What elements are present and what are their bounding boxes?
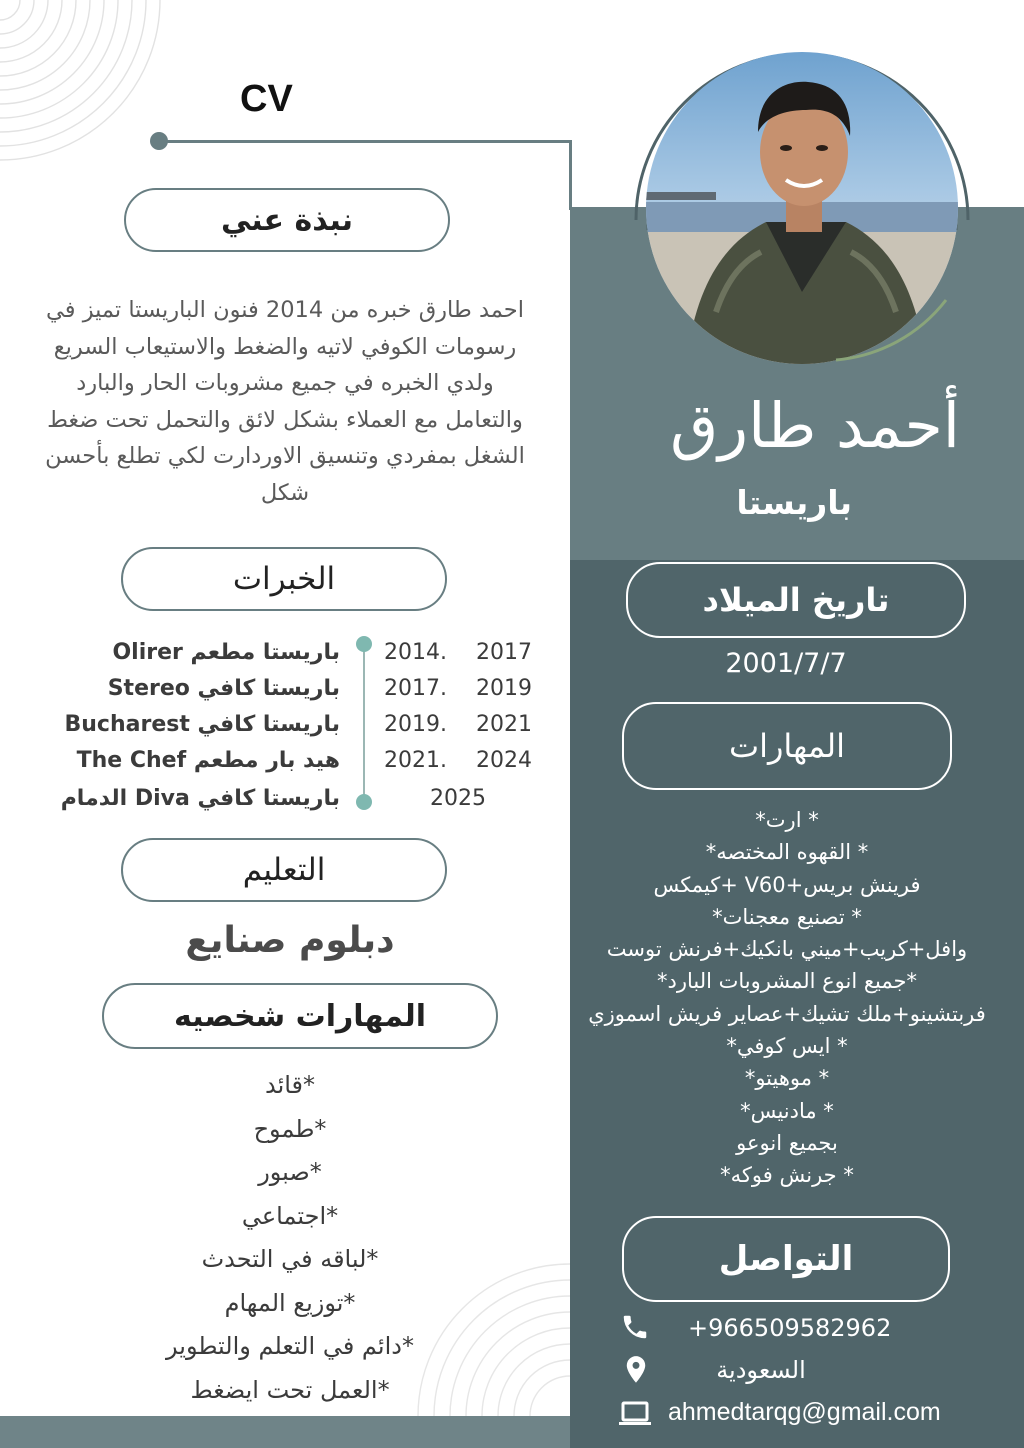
- experience-heading: الخبرات: [232, 561, 336, 597]
- education-heading: التعليم: [242, 852, 326, 888]
- photo-accent-arc: [646, 200, 958, 370]
- location-pin-icon: [622, 1355, 652, 1385]
- personal-skills-list: [100, 1064, 480, 1412]
- experience-role: باريستا كافي Bucharest: [64, 712, 340, 737]
- about-heading-pill: [124, 188, 450, 252]
- profile-name: أحمد طارق: [670, 389, 960, 462]
- personal-skill-item: *لباقه في التحدث: [201, 1245, 379, 1273]
- skill-item: *جميع انوع المشروبات البارد*: [656, 969, 918, 994]
- education-heading-pill: [121, 838, 447, 902]
- experience-to: 2024: [476, 748, 532, 773]
- experience-role: هيد بار مطعم The Chef: [76, 748, 340, 773]
- education-value: دبلوم صنايع: [185, 920, 395, 961]
- skill-item: * جرنش فوكه*: [720, 1163, 854, 1188]
- personal-skills-heading-pill: [102, 983, 498, 1049]
- contact-location: السعودية: [716, 1356, 806, 1384]
- about-text: احمد طارق خبره من 2014 فنون الباريستا تميز في رسومات الكوفي لاتيه والضغط والاستيعاب السريع ولدي الخبره في جميع مشروبات الحار والبارد والتعامل مع العملاء بشكل لائق والتحمل تحت ضغط الشغل بمفردي وتنسيق الاوردارت لكي تطلع بأحسن شكل: [45, 297, 525, 506]
- skill-item: * القهوه المختصه*: [705, 840, 869, 865]
- skill-item: * موهيتو*: [744, 1066, 830, 1091]
- skill-item: * ايس كوفي*: [726, 1034, 848, 1059]
- about-heading: نبذة عني: [220, 202, 354, 238]
- connector-dot: [150, 132, 168, 150]
- experience-item: [40, 640, 540, 676]
- experience-to: 2025: [430, 786, 486, 811]
- skill-item: * ارت*: [755, 808, 819, 832]
- experience-item: [40, 676, 540, 712]
- birth-heading-pill: [626, 562, 966, 638]
- experience-from: 2019.: [384, 712, 447, 737]
- personal-skill-item: *قائد: [264, 1071, 316, 1099]
- experience-heading-pill: [121, 547, 447, 611]
- personal-skills-heading: المهارات شخصيه: [174, 998, 426, 1034]
- personal-skill-item: *طموح: [253, 1114, 327, 1143]
- contact-email[interactable]: ahmedtarqg@gmail.com: [668, 1398, 941, 1426]
- experience-item: [40, 712, 540, 748]
- profile-job-title: باريستا: [736, 483, 852, 522]
- skill-item: فربتشينو+ملك تشيك+عصاير فريش اسموزي: [588, 1001, 986, 1026]
- cv-label: CV: [240, 78, 293, 120]
- experience-to: 2019: [476, 676, 532, 701]
- experience-item: [40, 748, 540, 784]
- experience-role: باريستا كافي Stereo: [107, 676, 340, 701]
- bottom-bar: [0, 1416, 570, 1448]
- experience-to: 2017: [476, 640, 532, 665]
- experience-from: 2017.: [384, 676, 447, 701]
- experience-to: 2021: [476, 712, 532, 737]
- personal-skill-item: *صبور: [258, 1158, 322, 1186]
- skills-list: [570, 804, 1004, 1192]
- skill-item: فرينش بريس+V60 +كيمكس: [653, 872, 921, 897]
- skill-item: بجميع انوعو: [736, 1130, 838, 1155]
- personal-skill-item: *العمل تحت ايضغط: [190, 1375, 390, 1404]
- phone-icon: [620, 1312, 650, 1342]
- skill-item: وافل+كريب+ميني بانكيك+فرنش توست: [606, 937, 968, 962]
- skills-heading-pill: [622, 702, 952, 790]
- contact-phone[interactable]: +966509582962: [688, 1314, 892, 1342]
- experience-from: 2021.: [384, 748, 447, 773]
- personal-skill-item: *توزيع المهام: [224, 1288, 356, 1317]
- connector-line-vertical: [569, 140, 572, 210]
- experience-from: 2014.: [384, 640, 447, 665]
- birth-date: 2001/7/7: [725, 648, 847, 679]
- experience-role: باريستا مطعم Olirer: [112, 640, 340, 665]
- decorative-arcs-top: [0, 0, 170, 175]
- skills-heading: المهارات: [728, 727, 846, 765]
- skill-item: * مادنيس*: [740, 1098, 834, 1123]
- contact-heading: التواصل: [718, 1239, 854, 1279]
- personal-skill-item: *اجتماعي: [241, 1201, 339, 1230]
- experience-role: باريستا كافي Diva الدمام: [60, 786, 340, 811]
- personal-skill-item: *دائم في التعلم والتطوير: [166, 1332, 414, 1360]
- contact-heading-pill: [622, 1216, 950, 1302]
- experience-item: [40, 786, 540, 822]
- connector-line-horizontal: [160, 140, 572, 143]
- laptop-icon: [618, 1400, 652, 1430]
- birth-heading: تاريخ الميلاد: [702, 581, 890, 619]
- skill-item: * تصنيع معجنات*: [712, 904, 862, 929]
